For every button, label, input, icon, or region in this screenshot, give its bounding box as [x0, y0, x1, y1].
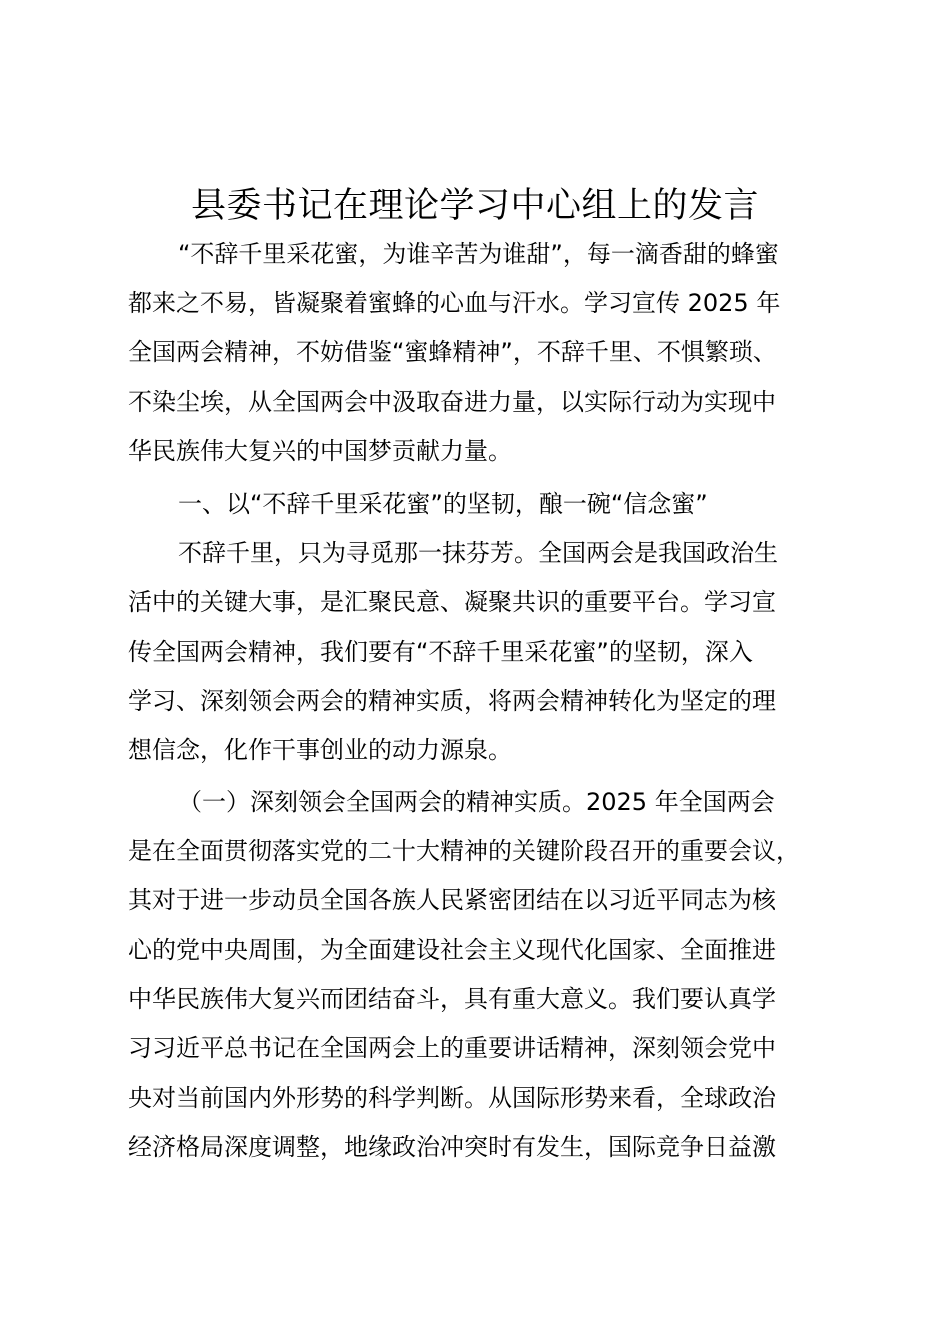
paragraph-line: 传全国两会精神，我们要有“不辞千里采花蜜”的坚韧，深入	[128, 638, 753, 666]
paragraph-line: 其对于进一步动员全国各族人民紧密团结在以习近平同志为核	[128, 886, 776, 914]
paragraph-line: 学习、深刻领会两会的精神实质，将两会精神转化为坚定的理	[128, 687, 776, 715]
paragraph-line: 心的党中央周围，为全面建设社会主义现代化国家、全面推进	[128, 936, 776, 964]
section-heading: 一、以“不辞千里采花蜜”的坚韧，酿一碗“信念蜜”	[178, 490, 708, 518]
paragraph-line: 华民族伟大复兴的中国梦贡献力量。	[128, 437, 512, 465]
paragraph-line: 不染尘埃，从全国两会中汲取奋进力量，以实际行动为实现中	[128, 388, 776, 416]
subsection-line: （一）深刻领会全国两会的精神实质。2025 年全国两会	[178, 788, 775, 816]
paragraph-line: 习习近平总书记在全国两会上的重要讲话精神，深刻领会党中	[128, 1034, 776, 1062]
paragraph-line: 活中的关键大事，是汇聚民意、凝聚共识的重要平台。学习宣	[128, 588, 776, 616]
paragraph-line: 中华民族伟大复兴而团结奋斗，具有重大意义。我们要认真学	[128, 985, 776, 1013]
paragraph-line: 全国两会精神，不妨借鉴“蜜蜂精神”，不辞千里、不惧繁琐、	[128, 338, 777, 366]
paragraph-line: 经济格局深度调整，地缘政治冲突时有发生，国际竞争日益激	[128, 1133, 776, 1161]
document-title: 县委书记在理论学习中心组上的发言	[190, 186, 759, 226]
paragraph-line: 不辞千里，只为寻觅那一抹芬芳。全国两会是我国政治生	[178, 539, 778, 567]
paragraph-line: 想信念，化作干事创业的动力源泉。	[128, 736, 512, 764]
paragraph-line: 央对当前国内外形势的科学判断。从国际形势来看，全球政治	[128, 1084, 776, 1112]
paragraph-line: “不辞千里采花蜜，为谁辛苦为谁甜”，每一滴香甜的蜂蜜	[178, 240, 779, 268]
paragraph-line: 都来之不易，皆凝聚着蜜蜂的心血与汗水。学习宣传 2025 年	[128, 289, 781, 317]
paragraph-line: 是在全面贯彻落实党的二十大精神的关键阶段召开的重要会议，	[128, 837, 800, 865]
